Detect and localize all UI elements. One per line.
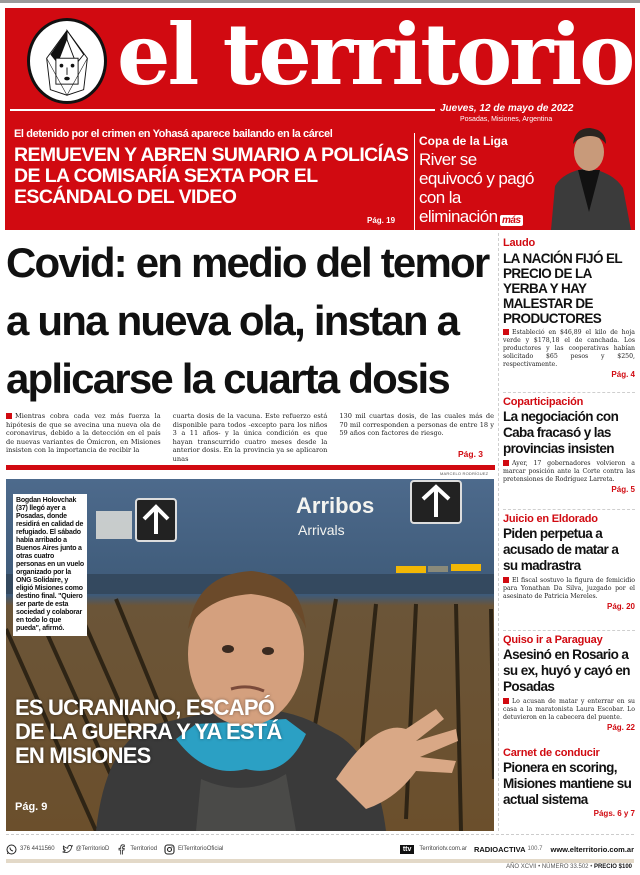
radio-logo[interactable]: RADIOACTIVA (473, 844, 526, 854)
story-divider (503, 509, 635, 510)
masthead-rule (10, 109, 435, 111)
logo-emblem-icon (27, 18, 107, 104)
facebook-handle: Territoriod (130, 846, 158, 852)
sidebar-story-paraguay[interactable] (503, 634, 635, 733)
story-body-text: Ayer, 17 gobernadores volvieron a marcar posición ante la Corte contra las pretensiones de Rodríguez Larreta. (503, 460, 635, 483)
story-body-text: El fiscal sostuvo la figura de femicidio para Yonathan Da Silva, juzgado por el asesinato de Patricia Mereles. (503, 577, 635, 600)
photo-story-headline[interactable]: ES UCRANIANO, ESCAPÓ DE LA GUERRA Y YA ESTÁ EN MISIONES (15, 695, 282, 768)
twitter-contact[interactable] (62, 844, 110, 855)
story-page: Págs. 6 y 7 (593, 809, 635, 818)
instagram-handle: ElTerritorioOficial (178, 846, 224, 852)
whatsapp-contact[interactable] (6, 844, 55, 855)
story-divider (503, 392, 635, 393)
sidebar-story-carnet[interactable] (503, 747, 635, 819)
photo-credit: MARCELO RODRÍGUEZ (440, 471, 489, 476)
facebook-icon (116, 844, 127, 855)
story-headline[interactable]: LA NACIÓN FIJÓ EL PRECIO DE LA YERBA Y HAY MALESTAR DE PRODUCTORES (503, 251, 622, 326)
ttv-logo: ttv (400, 845, 415, 854)
column-divider (498, 233, 499, 831)
website-link[interactable]: www.elterritorio.com.ar (550, 844, 634, 854)
sidebar-story-juicio[interactable] (503, 513, 635, 612)
instagram-icon (164, 844, 175, 855)
story-headline[interactable]: Asesinó en Rosario a su ex, huyó y cayó en Posadas (503, 647, 630, 694)
story-headline[interactable]: La negociación con Caba fracasó y las provincias insisten (503, 409, 619, 456)
bullet-icon (503, 460, 509, 466)
top-story-kicker: El detenido por el crimen en Yohasá aparece bailando en la cárcel (14, 128, 333, 140)
facebook-contact[interactable] (116, 844, 157, 855)
footer-rule (6, 834, 634, 835)
section-rule (6, 465, 495, 470)
masthead-divider (414, 133, 415, 230)
bullet-icon (503, 577, 509, 583)
issue-price: PRECIO $100 (593, 864, 632, 870)
lead-headline[interactable]: Covid: en medio del temor a una nueva ola, instan a aplicarse la cuarta dosis (6, 239, 489, 402)
story-body (503, 460, 635, 484)
edition-place: Posadas, Misiones, Argentina (460, 116, 553, 123)
masthead (5, 8, 635, 230)
mas-logo: más (502, 215, 521, 226)
lead-body (6, 412, 494, 464)
story-kicker: Laudo (503, 237, 535, 249)
story-divider (503, 630, 635, 631)
sidebar-story-laudo[interactable] (503, 237, 635, 380)
lead-page: Pág. 3 (458, 449, 484, 459)
sign-arrivals: Arrivals (298, 522, 345, 538)
issue-number: AÑO XCVII • NÚMERO 33.502 • (506, 864, 593, 870)
ttv-site-link[interactable]: Territoriotv.com.ar (419, 846, 467, 852)
sign-arribos: Arribos (296, 493, 375, 518)
footer-bar (6, 841, 634, 857)
whatsapp-icon (6, 844, 17, 855)
story-body (503, 698, 635, 722)
bullet-icon (503, 698, 509, 704)
twitter-icon (62, 844, 73, 855)
story-kicker: Coparticipación (503, 396, 584, 408)
issue-info (506, 864, 632, 870)
sidebar-story-coparticipacion[interactable] (503, 396, 635, 495)
story-body-text: Estableció en $46,89 el kilo de hoja verde y $178,18 el de canchada. Los productores y las cooperativas habían solicitado $65 pesos y $250, respectivamente. (503, 329, 635, 368)
brand-wordmark[interactable]: el territorio (117, 8, 633, 104)
story-page: Pág. 5 (611, 485, 635, 494)
radio-frequency: 100.7 (527, 846, 543, 852)
photo-story-page: Pág. 9 (15, 801, 48, 813)
top-story-headline[interactable]: REMUEVEN Y ABREN SUMARIO A POLICÍAS DE LA COMISARÍA SEXTA POR EL ESCÁNDALO DEL VIDEO (14, 144, 409, 208)
whatsapp-number: 376 4411560 (20, 846, 55, 852)
story-headline[interactable]: Pionera en scoring, Misiones mantiene su actual sistema (503, 760, 632, 807)
instagram-contact[interactable] (164, 844, 223, 855)
footer-band (6, 859, 634, 863)
top-story-page: Pág. 19 (367, 216, 396, 225)
twitter-handle: @TerritorioD (75, 846, 110, 852)
lead-body-col-1 (6, 412, 161, 464)
story-headline[interactable]: Piden perpetua a acusado de matar a su madrastra (503, 526, 619, 573)
lead-body-col-3: 130 mil cuartas dosis, de las cuales más de 70 mil corresponden a personas de entre 18 y 59 años con factores de riesgo. (339, 412, 495, 438)
story-body (503, 329, 635, 369)
lead-body-text-1: Mientras cobra cada vez más fuerza la hipótesis de que se avecina una nueva ola de coronavirus, debido a la detección en el país de nuevas variantes de Ómicron, en Misiones insisten con la importancia de recibir la (6, 412, 161, 455)
story-kicker: Carnet de conducir (503, 747, 600, 759)
story-kicker: Quiso ir a Paraguay (503, 634, 603, 646)
sports-kicker: Copa de la Liga (419, 134, 508, 148)
edition-date: Jueves, 12 de mayo de 2022 (440, 103, 574, 114)
bullet-icon (503, 329, 509, 335)
story-page: Pág. 22 (606, 723, 635, 732)
photo-caption: Bogdan Holovchak (37) llegó ayer a Posadas, donde residirá en calidad de refugiado. El sábado había arribado a Buenos Aires junto a otras cuatro personas en un vuelo organizado por la ONG Solidaire, y eligió Misiones como destino final. "Quiero ser parte de esta sociedad y colaborar en todo lo que pueda", afirmó. (13, 494, 87, 636)
coach-photo[interactable] (543, 128, 635, 230)
story-page: Pág. 20 (606, 602, 635, 611)
bullet-icon (6, 413, 12, 419)
story-body (503, 577, 635, 601)
lead-body-col-2: cuarta dosis de la vacuna. Este refuerzo está disponible para todos -excepto para los niños 3 a 11 años- y la única condición es que hayan transcurrido cuatro meses desde la anterior dosis. En la provincia ya se aplicaron unas (172, 412, 328, 463)
story-kicker: Juicio en Eldorado (503, 513, 598, 525)
sports-headline[interactable]: River se equivocó y pagó con la eliminación (419, 150, 534, 226)
story-body-text: Lo acusan de matar y enterrar en su casa a la maratonista Laura Escobar. Lo detuvieron en la cabecera del puente. (503, 698, 635, 721)
story-page: Pág. 4 (611, 370, 635, 379)
